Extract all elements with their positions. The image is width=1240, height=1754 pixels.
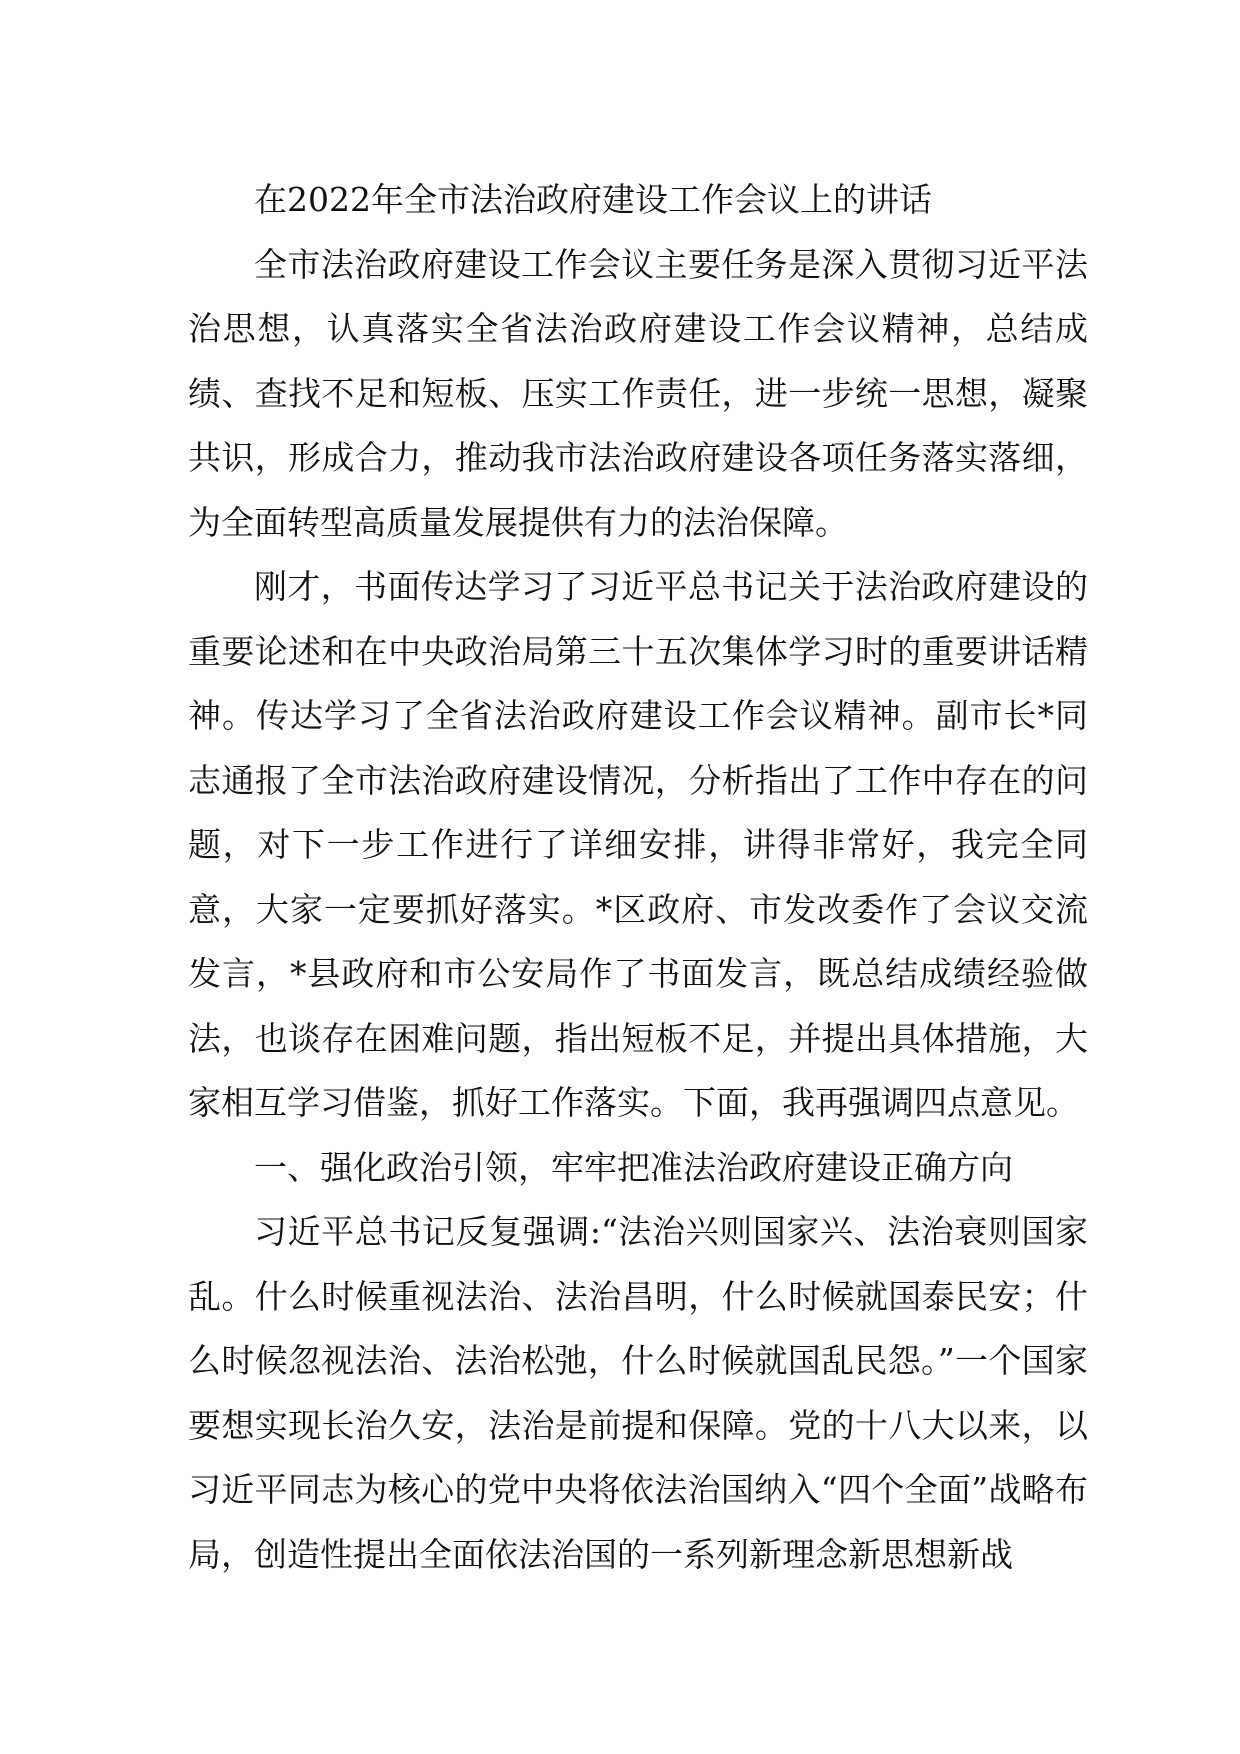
- paragraph-intro: 全市法治政府建设工作会议主要任务是深入贯彻习近平法治思想，认真落实全省法治政府建设工作会议精神，总结成绩、查找不足和短板、压实工作责任，进一步统一思想，凝聚共识，形成合力，推动我市法治政府建设各项任务落实落细，为全面转型高质量发展提供有力的法治保障。: [188, 244, 1088, 542]
- section-heading-1: 一、强化政治引领，牢牢把准法治政府建设正确方向: [254, 1147, 1013, 1187]
- paragraph-section-1: 习近平总书记反复强调:“法治兴则国家兴、法治衰则国家乱。什么时候重视法治、法治昌明，什么时候就国泰民安；什么时候忽视法治、法治松弛，什么时候就国乱民怨。”一个国家要想实现长治久安，法治是前提和保障。党的十八大以来，以习近平同志为核心的党中央将依法治国纳入“四个全面”战略布局，创造性提出全面依法治国的一系列新理念新思想新战: [188, 1212, 1088, 1574]
- document-title: 在2022年全市法治政府建设工作会议上的讲话: [254, 180, 932, 219]
- paragraph-review: 刚才，书面传达学习了习近平总书记关于法治政府建设的重要论述和在中央政治局第三十五次集体学习时的重要讲话精神。传达学习了全省法治政府建设工作会议精神。副市长*同志通报了全市法治政府建设情况，分析指出了工作中存在的问题，对下一步工作进行了详细安排，讲得非常好，我完全同意，大家一定要抓好落实。*区政府、市发改委作了会议交流发言，*县政府和市公安局作了书面发言，既总结成绩经验做法，也谈存在困难问题，指出短板不足，并提出具体措施，大家相互学习借鉴，抓好工作落实。下面，我再强调四点意见。: [188, 567, 1088, 1122]
- document-body: [188, 168, 1088, 1587]
